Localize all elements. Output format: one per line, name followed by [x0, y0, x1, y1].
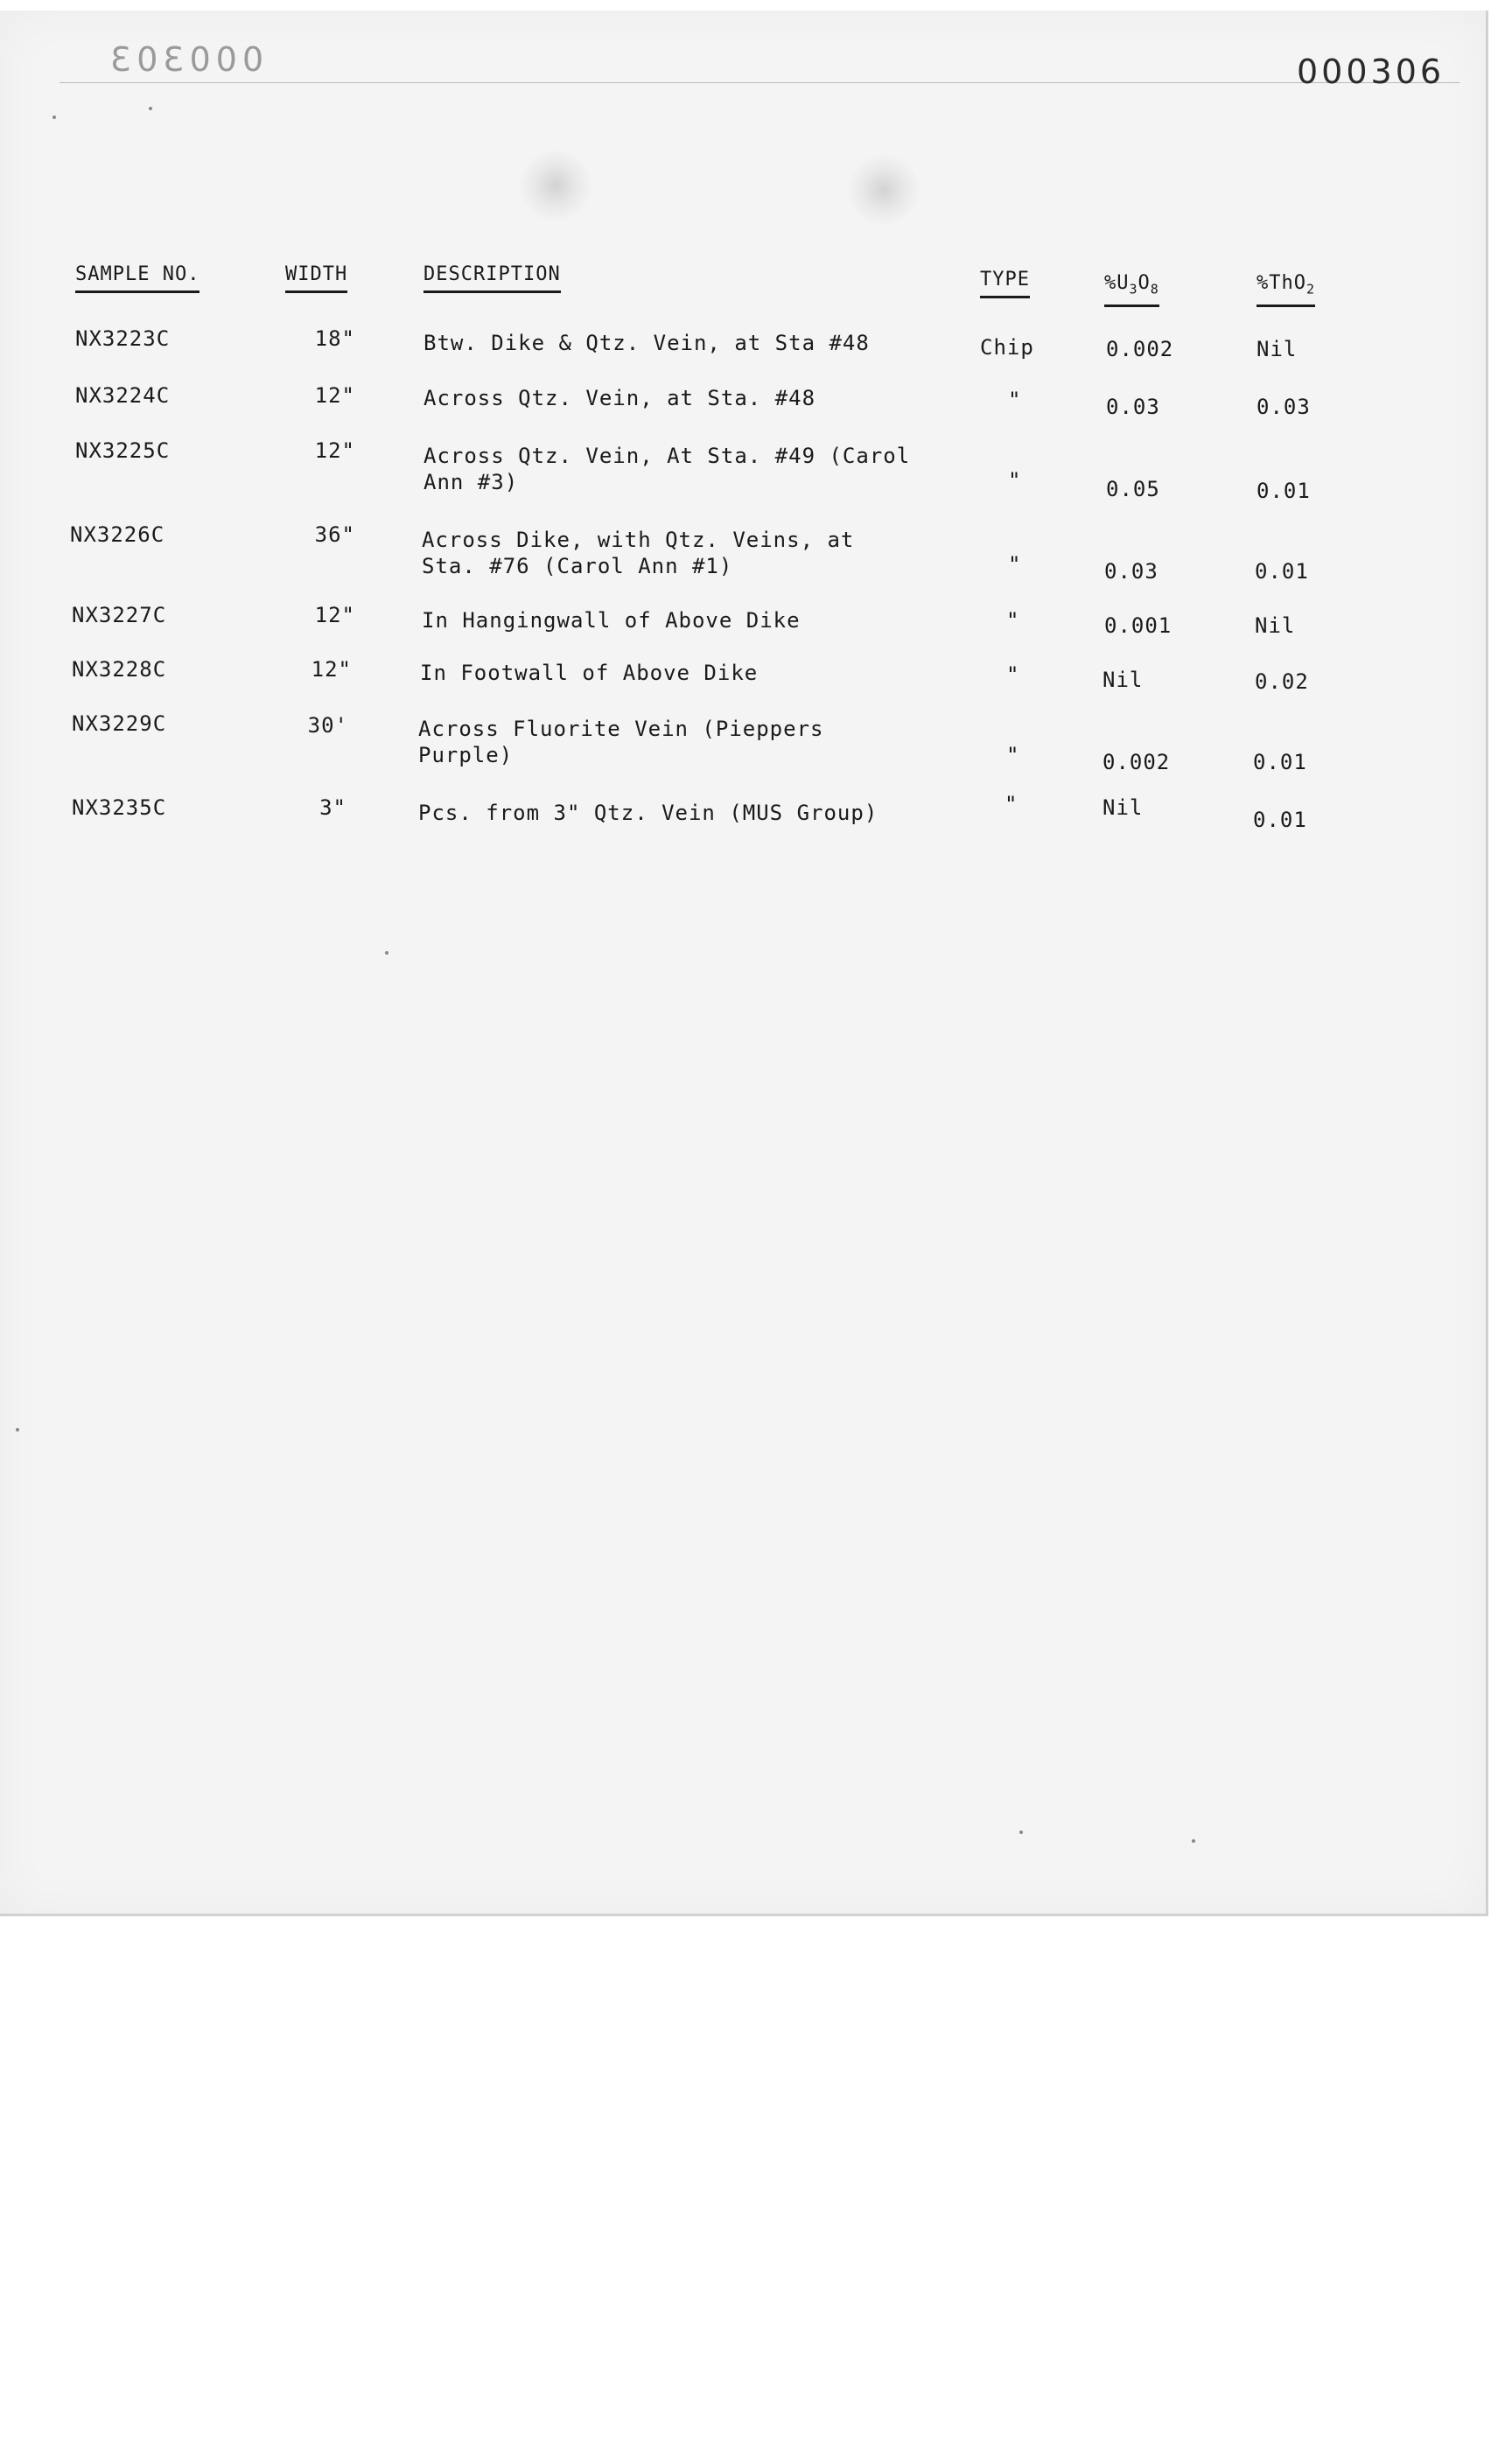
table-cell-type: "	[1008, 468, 1022, 493]
table-cell-width: 18"	[314, 326, 355, 351]
table-cell-sample-no: NX3229C	[72, 711, 167, 736]
col-header-u3o8: $\%U_3O_8$	[1104, 271, 1159, 307]
document-page	[0, 10, 1488, 1916]
table-cell-sample-no: NX3228C	[72, 657, 167, 682]
table-cell-u3o8: 0.05	[1106, 477, 1160, 501]
col-header-width: WIDTH	[285, 262, 347, 293]
table-cell-width: 12"	[314, 603, 355, 627]
table-cell-tho2: 0.02	[1255, 669, 1309, 694]
table-cell-type: "	[1006, 662, 1020, 687]
table-cell-width: 3"	[319, 795, 346, 820]
table-cell-sample-no: NX3225C	[75, 438, 171, 463]
table-cell-tho2: 0.01	[1253, 750, 1307, 774]
table-cell-tho2: Nil	[1255, 613, 1296, 638]
table-cell-type: "	[1006, 743, 1020, 767]
table-cell-width: 12"	[311, 657, 352, 682]
table-cell-tho2: 0.01	[1253, 808, 1307, 832]
table-cell-description: In Footwall of Above Dike	[420, 661, 759, 685]
table-cell-u3o8: Nil	[1102, 795, 1144, 820]
table-cell-description: In Hangingwall of Above Dike	[422, 608, 801, 633]
table-cell-u3o8: Nil	[1102, 668, 1144, 692]
col-header-type: TYPE	[980, 268, 1030, 298]
table-cell-description: Pcs. from 3" Qtz. Vein (MUS Group)	[418, 801, 878, 825]
table-cell-type: Chip	[980, 335, 1034, 360]
page-number: 000306	[1297, 52, 1446, 91]
scan-speck	[1192, 1839, 1195, 1843]
scan-smudge	[844, 155, 923, 225]
table-cell-u3o8: 0.03	[1104, 559, 1158, 584]
table-cell-sample-no: NX3224C	[75, 383, 171, 408]
mirrored-stamp-number: 000303	[105, 40, 264, 79]
scan-speck	[16, 1428, 19, 1432]
scan-speck	[385, 951, 388, 955]
table-cell-u3o8: 0.03	[1106, 395, 1160, 419]
table-cell-sample-no: NX3227C	[72, 603, 167, 627]
table-cell-tho2: 0.03	[1256, 395, 1311, 419]
table-cell-u3o8: 0.001	[1104, 613, 1172, 638]
table-cell-description: Across Fluorite Vein (Pieppers Purple)	[418, 717, 824, 767]
table-cell-width: 12"	[314, 383, 355, 408]
scan-speck	[1019, 1830, 1023, 1834]
table-cell-tho2: Nil	[1256, 337, 1298, 361]
table-cell-type: "	[1008, 388, 1022, 412]
table-cell-sample-no: NX3223C	[75, 326, 171, 351]
table-cell-width: 12"	[314, 438, 355, 463]
table-cell-type: "	[1004, 792, 1018, 816]
table-cell-sample-no: NX3235C	[72, 795, 167, 820]
table-cell-tho2: 0.01	[1255, 559, 1309, 584]
table-cell-sample-no: NX3226C	[70, 522, 165, 547]
scan-speck	[52, 116, 56, 119]
table-cell-tho2: 0.01	[1256, 479, 1311, 503]
table-cell-type: "	[1008, 552, 1022, 577]
table-cell-u3o8: 0.002	[1106, 337, 1174, 361]
table-cell-width: 36"	[314, 522, 355, 547]
top-rule	[60, 82, 1460, 83]
col-header-tho2: %ThO$_2$	[1256, 271, 1315, 307]
table-cell-description: Across Qtz. Vein, At Sta. #49 (Carol Ann #3)	[424, 444, 911, 494]
table-cell-u3o8: 0.002	[1102, 750, 1171, 774]
table-cell-description: Across Qtz. Vein, at Sta. #48	[424, 386, 816, 410]
table-cell-description: Across Dike, with Qtz. Veins, at Sta. #76 (Carol Ann #1)	[422, 528, 855, 578]
table-cell-width: 30'	[307, 713, 348, 738]
col-header-sample-no: SAMPLE NO.	[75, 262, 200, 293]
scan-speck	[149, 107, 152, 110]
col-header-description: DESCRIPTION	[424, 262, 561, 293]
table-cell-type: "	[1006, 608, 1020, 633]
scan-smudge	[516, 150, 595, 220]
table-cell-description: Btw. Dike & Qtz. Vein, at Sta #48	[424, 331, 870, 355]
